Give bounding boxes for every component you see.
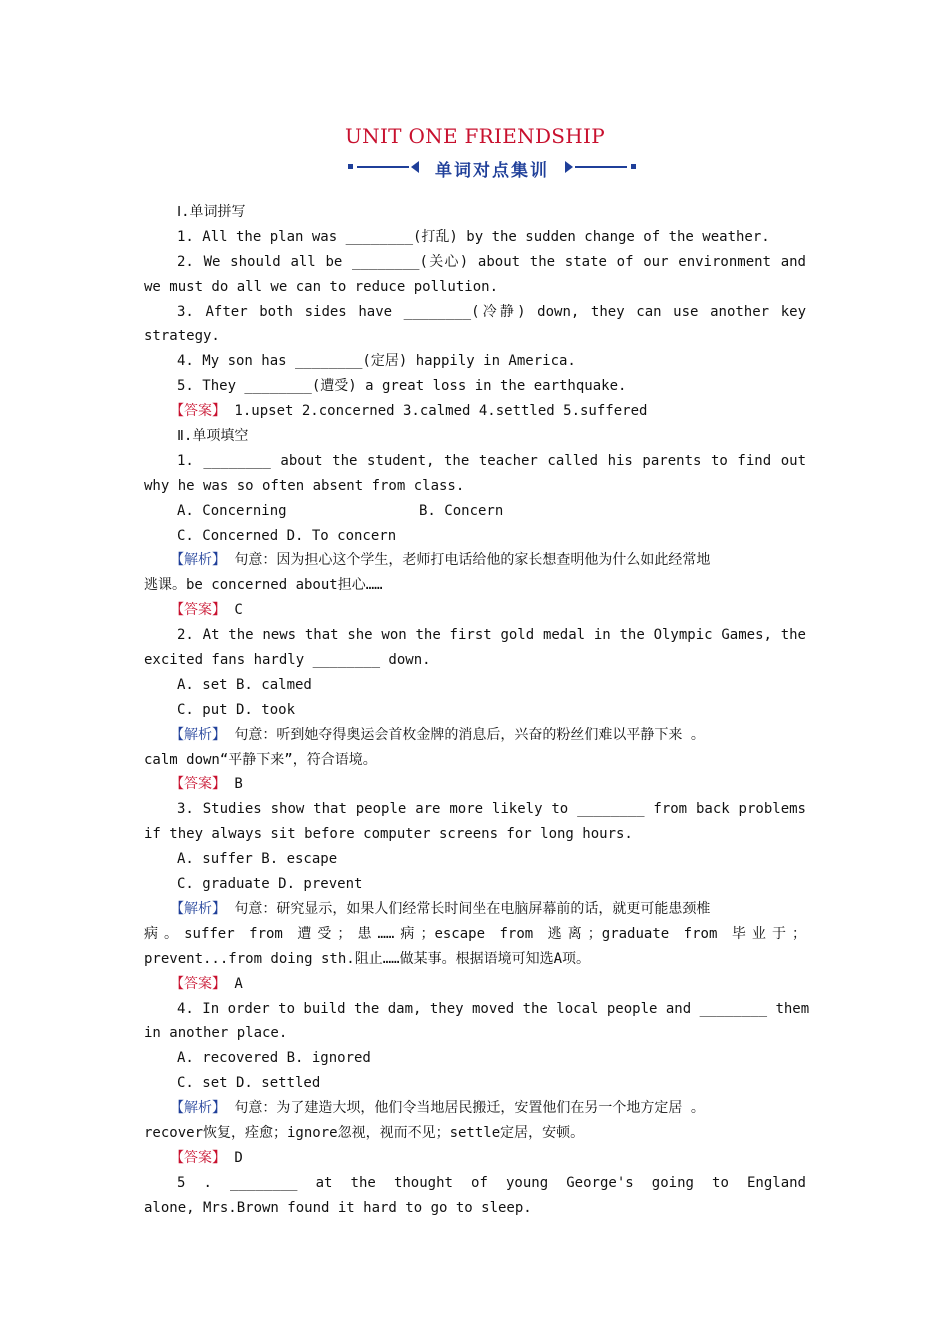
s2-q2-explanation-line1 (144, 723, 806, 748)
s2-q2-line2: excited fans hardly ________ down. (144, 652, 431, 669)
s2-q4-line1: 4. In order to build the dam, they moved the local people and ________ them (177, 1000, 810, 1017)
s2-q4-explanation-line2: recover恢复，痊愈；ignore忽视，视而不见；settle定居，安顿。 (144, 1124, 585, 1141)
s2-q4-answer-line (144, 1146, 806, 1171)
s2-q4-explanation-line1 (144, 1096, 806, 1121)
s2-q2-explanation-line2: calm down“平静下来”，符合语境。 (144, 751, 377, 768)
s2-q1-option-b: B. Concern (419, 502, 504, 519)
s2-q1-explanation-line1 (144, 548, 806, 573)
section-banner (343, 156, 643, 181)
s2-q4-exp-a: 句意：为了建造大坝，他们令当地居民搬迁，安置他们在另一个地方定居 。 (226, 1100, 705, 1117)
s2-q4-options-cd: C. set D. settled (177, 1075, 321, 1092)
s2-q1-answer-line (144, 598, 806, 623)
s2-q3-explanation-line3: prevent...from doing sth.阻止……做某事。根据语境可知选A项。 (144, 950, 591, 967)
answer-tag: 【答案】 (170, 975, 226, 992)
s2-q1-options-cd: C. Concerned D. To concern (177, 527, 397, 544)
s2-q3-options-cd: C. graduate D. prevent (177, 876, 363, 893)
banner-arrow-right-icon (565, 161, 573, 173)
s2-q1-option-a: A. Concerning (177, 502, 287, 519)
s2-q1-answer: C (226, 602, 243, 619)
answer-tag: 【答案】 (170, 602, 226, 619)
exercise-content (144, 200, 810, 1221)
s1-q3-line1: 3. After both sides have ________(冷静) down, they can use another key (177, 303, 806, 320)
s1-q3-line2: strategy. (144, 328, 220, 345)
s1-q5: 5. They ________(遭受) a great loss in the earthquake. (177, 378, 627, 395)
answer-tag: 【答案】 (170, 776, 226, 793)
analysis-tag: 【解析】 (170, 726, 226, 743)
section2-heading: Ⅱ.单项填空 (177, 428, 249, 445)
s2-q2-options-ab: A. set B. calmed (177, 676, 312, 693)
s2-q2-answer-line (144, 772, 806, 797)
s2-q3-line2: if they always sit before computer screens for long hours. (144, 826, 633, 843)
s1-q2-line2: we must do all we can to reduce pollution. (144, 278, 499, 295)
s1-answer-line (144, 399, 806, 424)
s2-q5-line2: alone, Mrs.Brown found it hard to go to sleep. (144, 1199, 532, 1216)
s2-q3-explanation-line2: 病。suffer from 遭受；患……病；escape from 逃离；graduate from 毕业于； (144, 925, 806, 942)
s2-q4-line2: in another place. (144, 1025, 288, 1042)
s2-q2-options-cd: C. put D. took (177, 701, 296, 718)
analysis-tag: 【解析】 (170, 552, 226, 569)
s2-q4-options-ab: A. recovered B. ignored (177, 1050, 371, 1067)
s2-q4-answer: D (226, 1149, 243, 1166)
s2-q1-line1: 1. ________ about the student, the teacher called his parents to find out (177, 452, 806, 469)
banner-line-right (575, 166, 627, 168)
banner-line-left (357, 166, 409, 168)
s2-q2-line1: 2. At the news that she won the first gold medal in the Olympic Games, the (177, 627, 806, 644)
s2-q5-line1: 5 . ________ at the thought of young George's going to England (177, 1174, 806, 1191)
s1-answer: 1.upset 2.concerned 3.calmed 4.settled 5.suffered (226, 403, 648, 420)
banner-label: 单词对点集训 (435, 161, 549, 181)
answer-tag: 【答案】 (170, 403, 226, 420)
s2-q3-answer: A (226, 975, 243, 992)
unit-title: UNIT ONE FRIENDSHIP (345, 124, 605, 148)
s2-q3-explanation-line1 (144, 897, 806, 922)
s2-q1-options-ab (144, 499, 806, 524)
s2-q3-options-ab: A. suffer B. escape (177, 851, 338, 868)
s2-q1-exp-a: 句意：因为担心这个学生，老师打电话给他的家长想查明他为什么如此经常地 (226, 552, 711, 569)
s2-q3-line1: 3. Studies show that people are more likely to ________ from back problems (177, 801, 806, 818)
s2-q2-exp-a: 句意：听到她夺得奥运会首枚金牌的消息后，兴奋的粉丝们难以平静下来 。 (226, 726, 705, 743)
s1-q4: 4. My son has ________(定居) happily in America. (177, 353, 576, 370)
s2-q3-exp-a: 句意：研究显示，如果人们经常长时间坐在电脑屏幕前的话，就更可能患颈椎 (226, 900, 711, 917)
s2-q1-explanation-line2: 逃课。be concerned about担心…… (144, 577, 383, 594)
analysis-tag: 【解析】 (170, 1100, 226, 1117)
banner-arrow-left-icon (411, 161, 419, 173)
section1-heading: Ⅰ.单词拼写 (177, 204, 246, 220)
answer-tag: 【答案】 (170, 1149, 226, 1166)
banner-square-left (348, 164, 353, 169)
s1-q2-line1: 2. We should all be ________(关心) about the state of our environment and (177, 253, 806, 270)
banner-square-right (631, 164, 636, 169)
s2-q1-line2: why he was so often absent from class. (144, 477, 465, 494)
analysis-tag: 【解析】 (170, 900, 226, 917)
s1-q1: 1. All the plan was ________(打乱) by the sudden change of the weather. (177, 228, 770, 245)
s2-q3-answer-line (144, 972, 806, 997)
s2-q2-answer: B (226, 776, 243, 793)
